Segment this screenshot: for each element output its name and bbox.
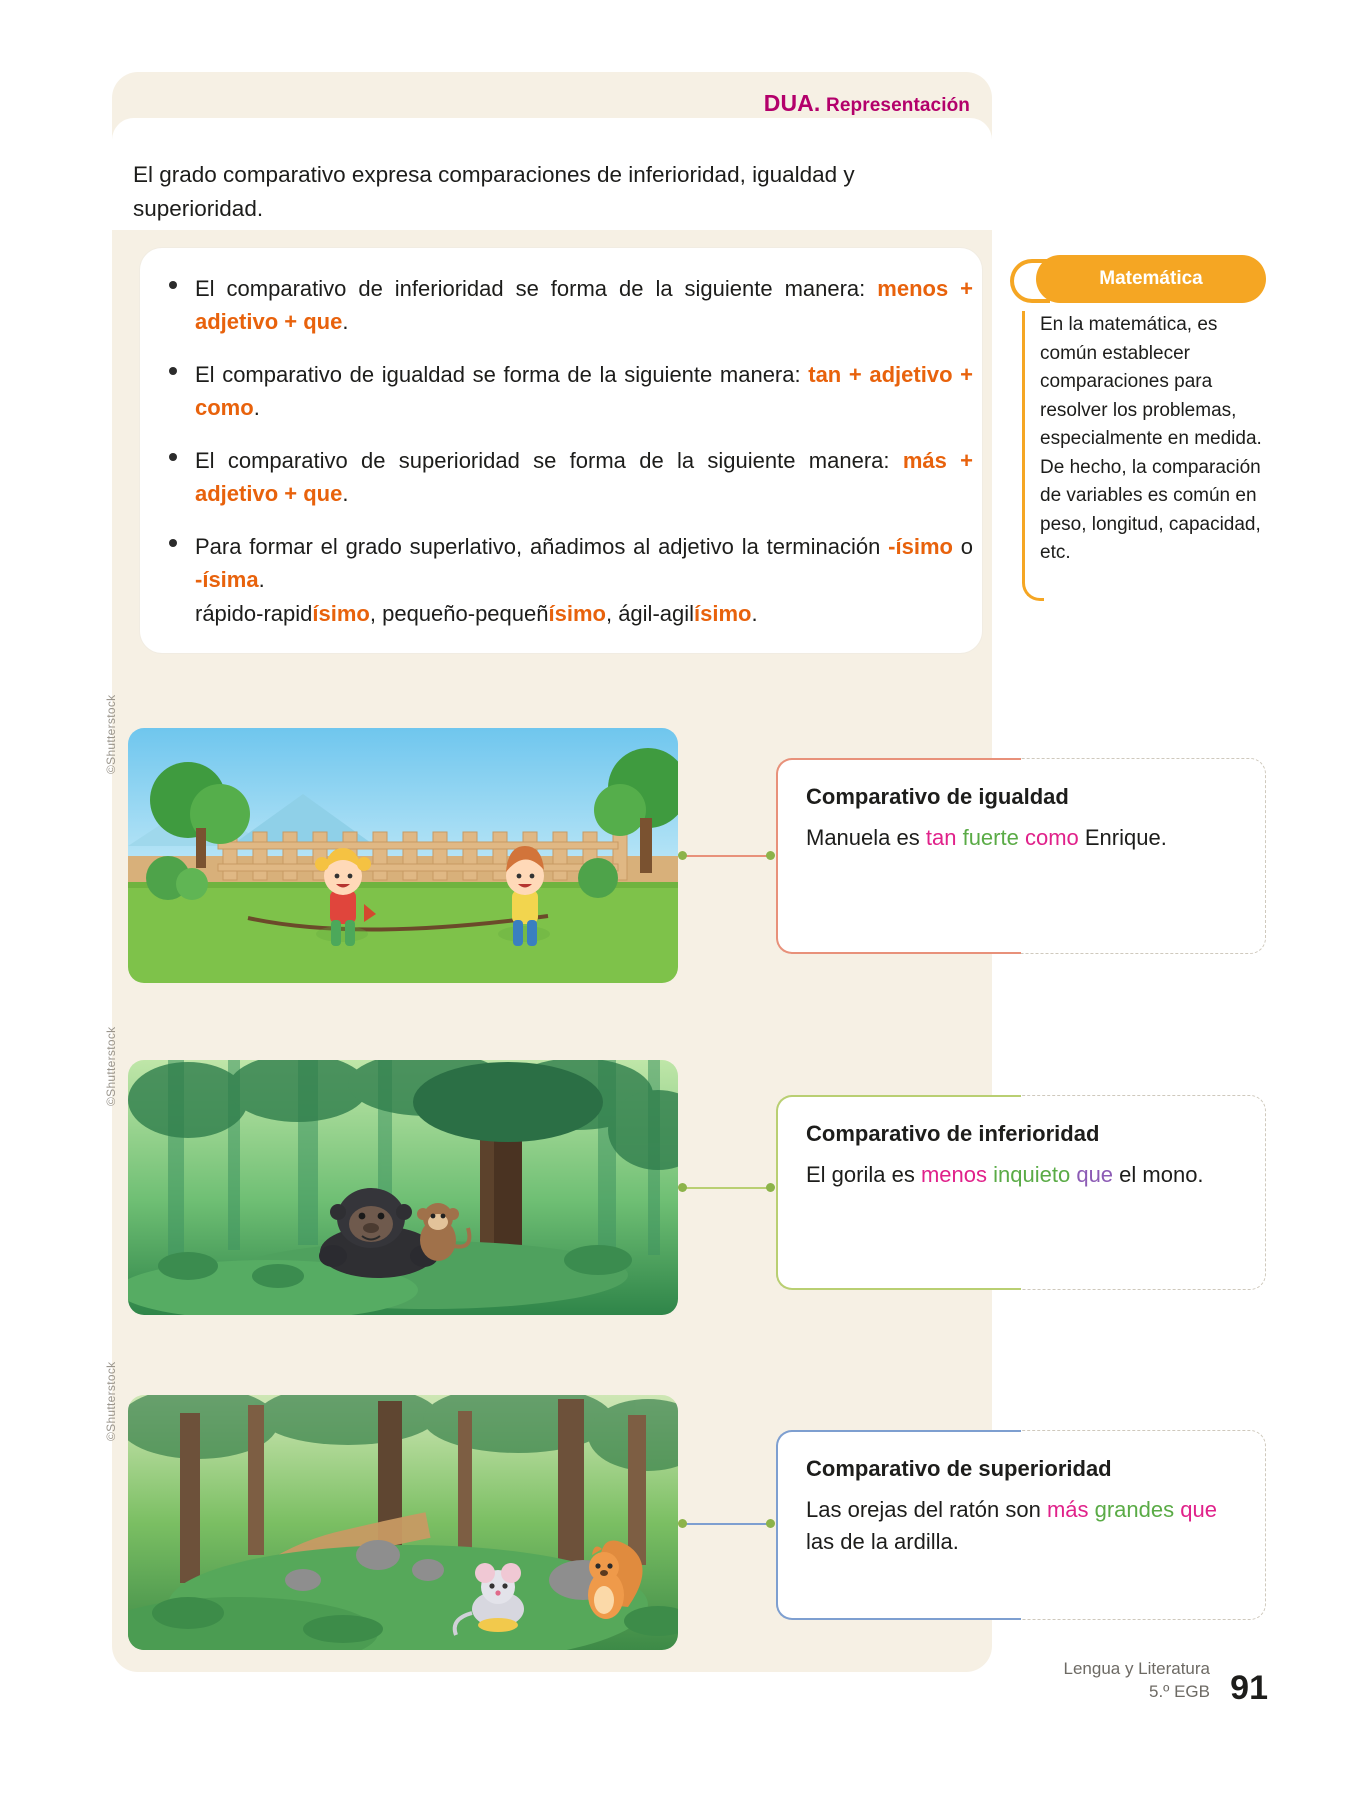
scene-svg: [128, 728, 678, 983]
dua-label: DUA.: [763, 90, 821, 116]
bullet-icon: [169, 453, 177, 461]
superlative-examples: [195, 597, 973, 630]
connector-dot-left: [678, 851, 687, 860]
sentence-adjective: fuerte: [962, 825, 1019, 850]
example-a-hl: ísimo: [312, 600, 370, 626]
connector-line: [682, 1523, 770, 1525]
rule-item: [155, 272, 973, 339]
sentence-keyword: más: [1046, 1497, 1089, 1522]
example-end: .: [751, 600, 758, 626]
illustration-mouse-and-squirrel: [128, 1395, 678, 1650]
rule-formula: tan + adjetivo + como: [195, 361, 973, 421]
sentence-tail: las de la ardilla.: [806, 1528, 959, 1554]
superlative-suffix-1: -ísimo: [888, 533, 953, 559]
sentence-adjective: inquieto: [993, 1162, 1071, 1187]
example-card-inferioridad: [776, 1095, 1266, 1290]
rule-item-superlative: [155, 530, 973, 630]
page-number: 91: [1230, 1669, 1268, 1707]
illustration-gorilla-and-monkey: [128, 1060, 678, 1315]
connector-line: [682, 1187, 770, 1189]
image-credit: ©Shutterstock: [104, 1361, 118, 1441]
intro-paragraph: El grado comparativo expresa comparaciones de inferioridad, igualdad y superioridad.: [133, 162, 855, 221]
math-callout-body: En la matemática, es común establecer comparaciones para resolver los problemas, especialmente en medida. De hecho, la comparación de variables es común en peso, longitud, capacidad, etc.: [1040, 314, 1262, 563]
bullet-icon: [169, 367, 177, 375]
footer-subject-line2: 5.º EGB: [1148, 1682, 1210, 1702]
example-title: Comparativo de superioridad: [806, 1456, 1112, 1481]
example-title: Comparativo de igualdad: [806, 784, 1069, 809]
example-title: Comparativo de inferioridad: [806, 1121, 1100, 1146]
math-callout-title: Matemática: [1036, 255, 1266, 303]
sentence-part: Las orejas del ratón son: [806, 1497, 1047, 1522]
example-card-superioridad: [776, 1430, 1266, 1620]
rule-suffix: .: [342, 309, 349, 335]
scene-svg: [128, 1395, 678, 1650]
rule-formula: más + adjetivo + que: [195, 447, 973, 507]
superlative-suffix-2: -ísima: [195, 567, 259, 593]
example-c: , ágil-agil: [605, 600, 695, 626]
rule-text: El comparativo de superioridad se forma de la siguiente manera:: [195, 447, 903, 473]
rule-text: El comparativo de inferioridad se forma de la siguiente manera:: [195, 276, 878, 301]
sentence-adjective: grandes: [1094, 1497, 1175, 1522]
illustration-children-tug-of-war: [128, 728, 678, 983]
sentence-part: El gorila es: [806, 1162, 921, 1187]
rules-list: [155, 272, 973, 630]
rule-formula: menos + adjetivo + que: [195, 276, 973, 335]
dua-tag: [700, 90, 970, 117]
dua-sublabel: Representación: [826, 95, 970, 116]
sentence-keyword: tan: [925, 825, 957, 850]
rule-suffix: .: [253, 395, 260, 421]
example-c-hl: ísimo: [694, 600, 752, 626]
bullet-icon: [169, 281, 177, 289]
sentence-tail: el mono.: [1113, 1162, 1204, 1187]
sentence-keyword: que: [1180, 1497, 1217, 1522]
connector-dot-right: [766, 851, 775, 860]
example-a: rápido-rapid: [195, 600, 313, 626]
rule-item: [155, 444, 973, 511]
scene-svg: [128, 1060, 678, 1315]
sentence-tail: Enrique.: [1078, 825, 1167, 850]
example-sentence: [776, 1482, 1266, 1584]
sentence-keyword: que: [1076, 1162, 1114, 1187]
footer-subject: [1064, 1658, 1211, 1704]
connector-dot-left: [678, 1183, 687, 1192]
bullet-icon: [169, 539, 177, 547]
sentence-keyword: menos: [920, 1162, 987, 1187]
rule-item: [155, 358, 973, 425]
example-b: , pequeño-pequeñ: [369, 600, 549, 626]
connector-dot-right: [766, 1183, 775, 1192]
example-sentence: [776, 1147, 1266, 1217]
rule-text: El comparativo de igualdad se forma de la siguiente manera:: [195, 361, 809, 387]
superlative-text: Para formar el grado superlativo, añadimos al adjetivo la terminación: [195, 533, 889, 559]
image-credit: ©Shutterstock: [104, 1026, 118, 1106]
image-credit: ©Shutterstock: [104, 694, 118, 774]
footer-subject-line1: Lengua y Literatura: [1063, 1659, 1210, 1679]
example-card-igualdad: [776, 758, 1266, 954]
connector-dot-right: [766, 1519, 775, 1528]
sentence-part: Manuela es: [806, 825, 926, 850]
sentence-keyword: como: [1024, 825, 1079, 850]
example-sentence: [776, 810, 1266, 880]
superlative-mid: o: [952, 533, 973, 559]
example-b-hl: ísimo: [548, 600, 606, 626]
superlative-end: .: [258, 567, 265, 593]
connector-dot-left: [678, 1519, 687, 1528]
connector-line: [682, 855, 770, 857]
math-callout: [1010, 255, 1266, 655]
rule-suffix: .: [342, 481, 349, 507]
